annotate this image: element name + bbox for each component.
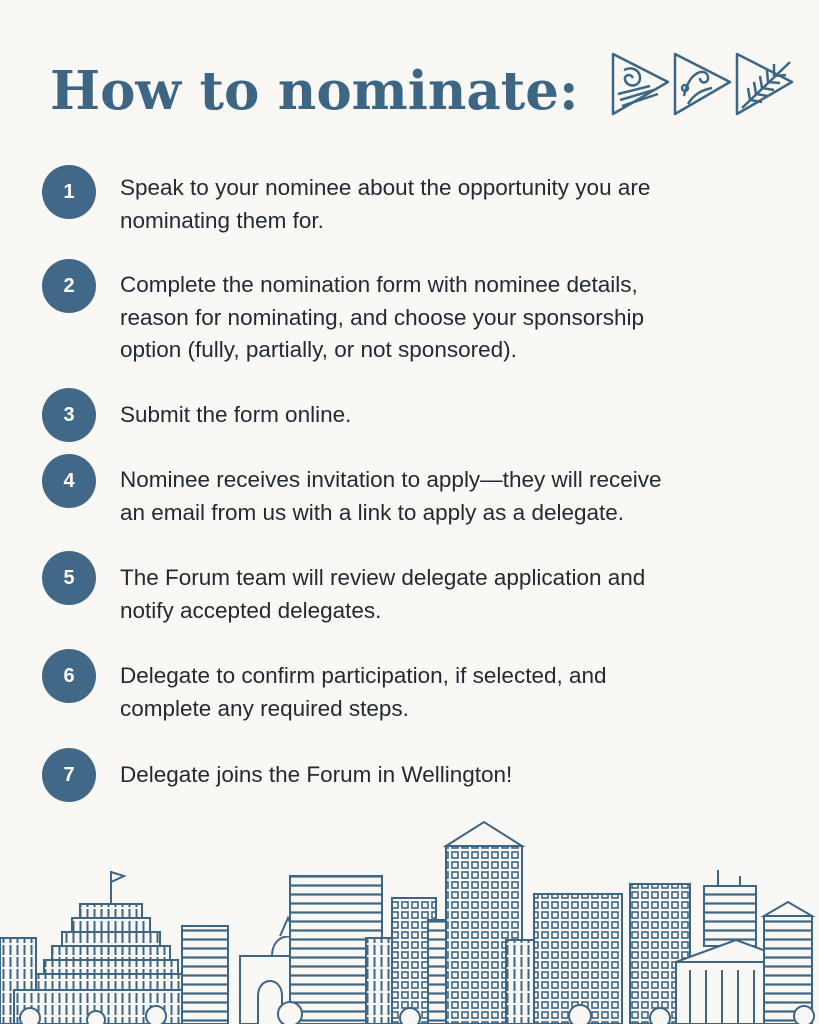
decorative-triangles (610, 48, 795, 120)
step-number-badge: 5 (42, 551, 96, 605)
step-number-badge: 4 (42, 454, 96, 508)
step-number-badge: 1 (42, 165, 96, 219)
step-text: Complete the nomination form with nominee details, reason for nominating, and choose your sponsorship option (fully, partially, or not sponsored). (120, 272, 645, 362)
step-number-badge: 7 (42, 748, 96, 802)
koru-triangle-icon (613, 54, 668, 114)
scroll-triangle-icon (675, 54, 730, 114)
step-number-badge: 2 (42, 259, 96, 313)
step-text: Delegate to confirm participation, if selected, and complete any required steps. (120, 663, 607, 721)
page-title: How to nominate: (50, 60, 579, 122)
step-text: Delegate joins the Forum in Wellington! (120, 762, 513, 787)
step-text: The Forum team will review delegate application and notify accepted delegates. (120, 565, 646, 623)
step-number-badge: 3 (42, 388, 96, 442)
step-number-badge: 6 (42, 649, 96, 703)
city-skyline-illustration (0, 800, 819, 1024)
step-text: Submit the form online. (120, 402, 352, 427)
step-text: Speak to your nominee about the opportunity you are nominating them for. (120, 175, 651, 233)
step-text: Nominee receives invitation to apply—they will receive an email from us with a link to apply as a delegate. (120, 467, 662, 525)
fern-triangle-icon (737, 54, 792, 114)
